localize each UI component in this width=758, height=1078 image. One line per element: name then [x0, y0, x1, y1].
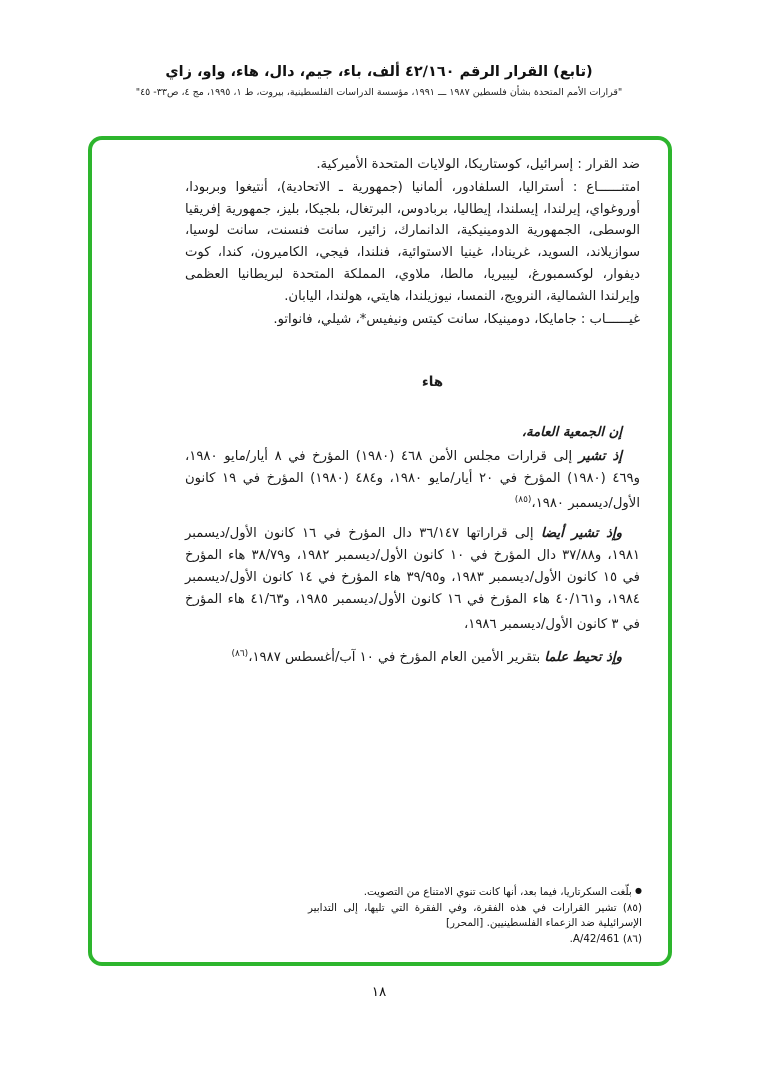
absent-list: جامايكا، دومينيكا، سانت كيتس ونيفيس*، شيلي، فانواتو. — [273, 311, 577, 327]
against-label: ضد القرار : — [577, 157, 640, 172]
footnotes-block — [308, 883, 642, 948]
footnote-86-marker: (٨٦) — [622, 933, 642, 945]
footnote-star — [308, 883, 642, 900]
footnote-star-text: بلّغت السكرتاريا، فيما بعد، أنها كانت تنوي الامتناع من التصويت. — [363, 886, 632, 898]
page-header — [0, 64, 758, 98]
source-citation: "قرارات الأمم المتحدة بشأن فلسطين ١٩٨٧ ـــ ١٩٩١، مؤسسة الدراسات الفلسطينية، بيروت، ط ١، ١٩٩٥، مج ٤، ص٣٣- ٤٥" — [135, 87, 623, 98]
paragraph-text: إلى قرارات مجلس الأمن ٤٦٨ (١٩٨٠) المؤرخ في ٨ أيار/مايو ١٩٨٠، و٤٦٩ (١٩٨٠) المؤرخ في ٢٠ أيار/مايو ١٩٨٠، و٤٨٤ (١٩٨٠) المؤرخ في ١٩ كانون الأول/ديسمبر ١٩٨٠، — [185, 448, 640, 511]
paragraph-lead: وإذ تشير أيضا — [541, 526, 622, 542]
opening-line: إن الجمعية العامة، — [521, 425, 622, 441]
vote-row-absent — [185, 309, 640, 331]
footnote-85-text: تشير القرارات في هذه الفقرة، وفي الفقرة التي تليها، إلى التدابير الإسرائيلية ضد الزعماء الفلسطينيين. [المحرر] — [308, 902, 642, 929]
footnote-85-marker: (٨٥) — [622, 902, 642, 914]
footnote-85 — [308, 901, 642, 931]
vote-row-abstain — [185, 177, 640, 308]
paragraph-text: إلى قراراتها ٣٦/١٤٧ دال المؤرخ في ١٦ كانون الأول/ديسمبر ١٩٨١، و٣٧/٨٨ دال المؤرخ في ١٠ كانون الأول/ديسمبر ١٩٨٢، و٣٨/٧٩ هاء المؤرخ في ١٥ كانون الأول/ديسمبر ١٩٨٣، و٣٩/٩٥ هاء المؤرخ في ١٤ كانون الأول/ديسمبر ١٩٨٤، و٤٠/١٦١ هاء المؤرخ في ١٦ كانون الأول/ديسمبر ١٩٨٥، و٤١/٦٣ هاء المؤرخ في ٣ كانون الأول/ديسمبر ١٩٨٦، — [185, 526, 640, 632]
page-number: ١٨ — [371, 984, 387, 1000]
abstain-label: امتنــــــاع : — [572, 179, 640, 195]
abstain-list: أستراليا، السلفادور، ألمانيا (جمهورية ـ الاتحادية)، أنتيغوا وبربودا، أوروغواي، إيرلندا، إيسلندا، إيطاليا، بربادوس، البرتغال، بلجيكا، بليز، جمهورية إفريقيا الوسطى، الجمهورية الدومينيكية، الدانمارك، زائير، سانت فنسنت، سانت لوسيا، سوازيلاند، السويد، غرينادا، غينيا الاستوائية، فنلندا، فيجي، الكاميرون، كندا، كوت ديفوار، لوكسمبورغ، ليبيريا، مالطا، ملاوي، المملكة المتحدة لبريطانيا العظمى وإيرلندا الشمالية، النرويج، النمسا، نيوزيلندا، هايتي، هولندا، اليابان. — [185, 179, 640, 304]
absent-label: غيــــــاب : — [580, 311, 640, 327]
footnote-star-marker: ● — [635, 886, 642, 895]
paragraph-lead: إذ تشير — [578, 448, 622, 464]
footnote-ref-86: (٨٦) — [231, 649, 249, 660]
against-list: إسرائيل، كوستاريكا، الولايات المتحدة الأميركية. — [316, 157, 574, 172]
footnote-ref-85: (٨٥) — [514, 494, 532, 505]
section-heading: هاء — [421, 374, 444, 391]
paragraph-recalling-also — [185, 523, 640, 635]
content-frame — [88, 136, 672, 966]
resolution-title: (تابع) القرار الرقم ٤٢/١٦٠ ألف، باء، جيم، دال، هاء، واو، زاي — [165, 64, 593, 80]
paragraph-lead: وإذ تحيط علما — [544, 650, 622, 666]
footnote-86 — [308, 932, 642, 947]
resolution-body — [185, 154, 640, 678]
paragraph-text: بتقرير الأمين العام المؤرخ في ١٠ آب/أغسطس ١٩٨٧، — [248, 650, 545, 666]
paragraph-taking-note — [185, 644, 640, 669]
paragraph-recalling — [185, 446, 640, 514]
vote-row-against — [185, 154, 640, 176]
footnote-86-text: A/42/461. — [569, 933, 620, 945]
